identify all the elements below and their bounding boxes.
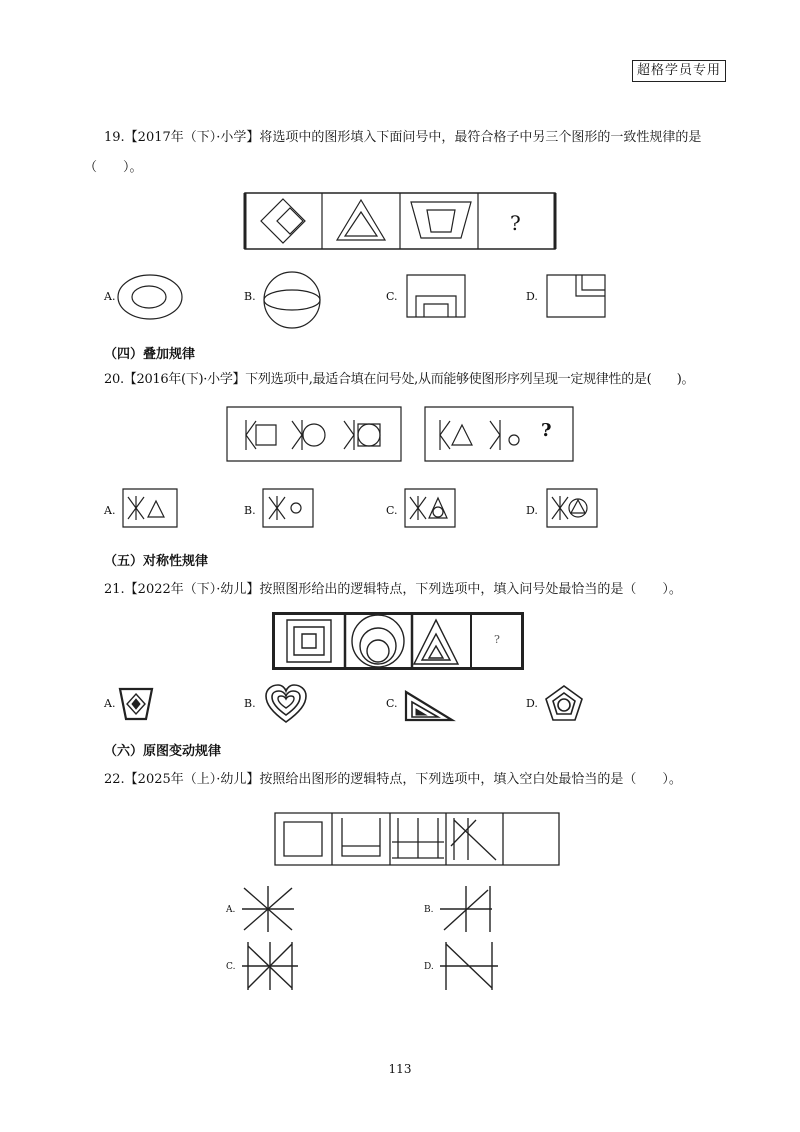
q20-option-a-label: A.	[104, 504, 116, 517]
q20-option-d-figure[interactable]	[546, 488, 598, 528]
q20-option-c-label: C.	[386, 504, 398, 517]
q22-text-line1: 22.【2025年（上）·幼儿】按照给出图形的逻辑特点，下列选项中，填入空白处最恰当的是（ ）。	[104, 772, 682, 787]
q19-option-a-label: A.	[104, 290, 116, 303]
q19-option-b-figure[interactable]	[262, 270, 322, 330]
q21-option-d-figure[interactable]	[544, 684, 584, 722]
q22-option-c-label: C.	[226, 962, 236, 972]
q20-question-mark: ?	[541, 420, 552, 441]
q20-option-a-figure[interactable]	[122, 488, 178, 528]
q22-option-c-figure[interactable]	[240, 940, 300, 992]
q21-figure-row	[272, 612, 524, 670]
q21-option-b-label: B.	[244, 697, 256, 710]
q20-option-c-figure[interactable]	[404, 488, 456, 528]
q21-option-c-label: C.	[386, 697, 398, 710]
q19-option-d-figure[interactable]	[546, 274, 606, 318]
q19-text-line2: （ ）。	[84, 160, 143, 175]
q22-option-b-label: B.	[424, 905, 434, 915]
q21-option-a-label: A.	[104, 697, 116, 710]
q22-option-a-label: A.	[226, 905, 236, 915]
q21-option-d-label: D.	[526, 697, 538, 710]
q22-option-d-figure[interactable]	[438, 940, 500, 992]
q21-option-a-figure[interactable]	[118, 686, 154, 722]
section-4-title: （四）叠加规律	[104, 347, 196, 362]
q21-option-b-figure[interactable]	[264, 684, 308, 724]
q20-option-d-label: D.	[526, 504, 538, 517]
q21-option-c-figure[interactable]	[404, 690, 454, 722]
q20-text-line1: 20.【2016年(下)·小学】下列选项中,最适合填在问号处,从而能够使图形序列呈现一定规律性的是( )。	[104, 372, 695, 387]
q22-option-d-label: D.	[424, 962, 434, 972]
q22-figure-row	[274, 812, 560, 866]
q19-option-c-label: C.	[386, 290, 398, 303]
q20-option-b-figure[interactable]	[262, 488, 314, 528]
section-5-title: （五）对称性规律	[104, 554, 209, 569]
q19-option-a-figure[interactable]	[117, 274, 183, 320]
q22-option-a-figure[interactable]	[240, 884, 296, 934]
q21-question-mark: ?	[494, 633, 500, 646]
q20-option-b-label: B.	[244, 504, 256, 517]
q22-option-b-figure[interactable]	[438, 884, 494, 934]
q19-text-line1: 19.【2017年（下）·小学】将选项中的图形填入下面问号中，最符合格子中另三个图形的一致性规律的是	[104, 130, 702, 145]
section-6-title: （六）原图变动规律	[104, 744, 222, 759]
q19-option-d-label: D.	[526, 290, 538, 303]
q21-text-line1: 21.【2022年（下）·幼儿】按照图形给出的逻辑特点，下列选项中，填入问号处最恰当的是（ ）。	[104, 582, 682, 597]
q20-figure-left	[226, 406, 402, 462]
header-badge: 超格学员专用	[632, 60, 726, 82]
page-number: 113	[388, 1062, 412, 1076]
q19-question-mark: ?	[510, 211, 521, 235]
q19-option-c-figure[interactable]	[406, 274, 466, 318]
q19-option-b-label: B.	[244, 290, 256, 303]
